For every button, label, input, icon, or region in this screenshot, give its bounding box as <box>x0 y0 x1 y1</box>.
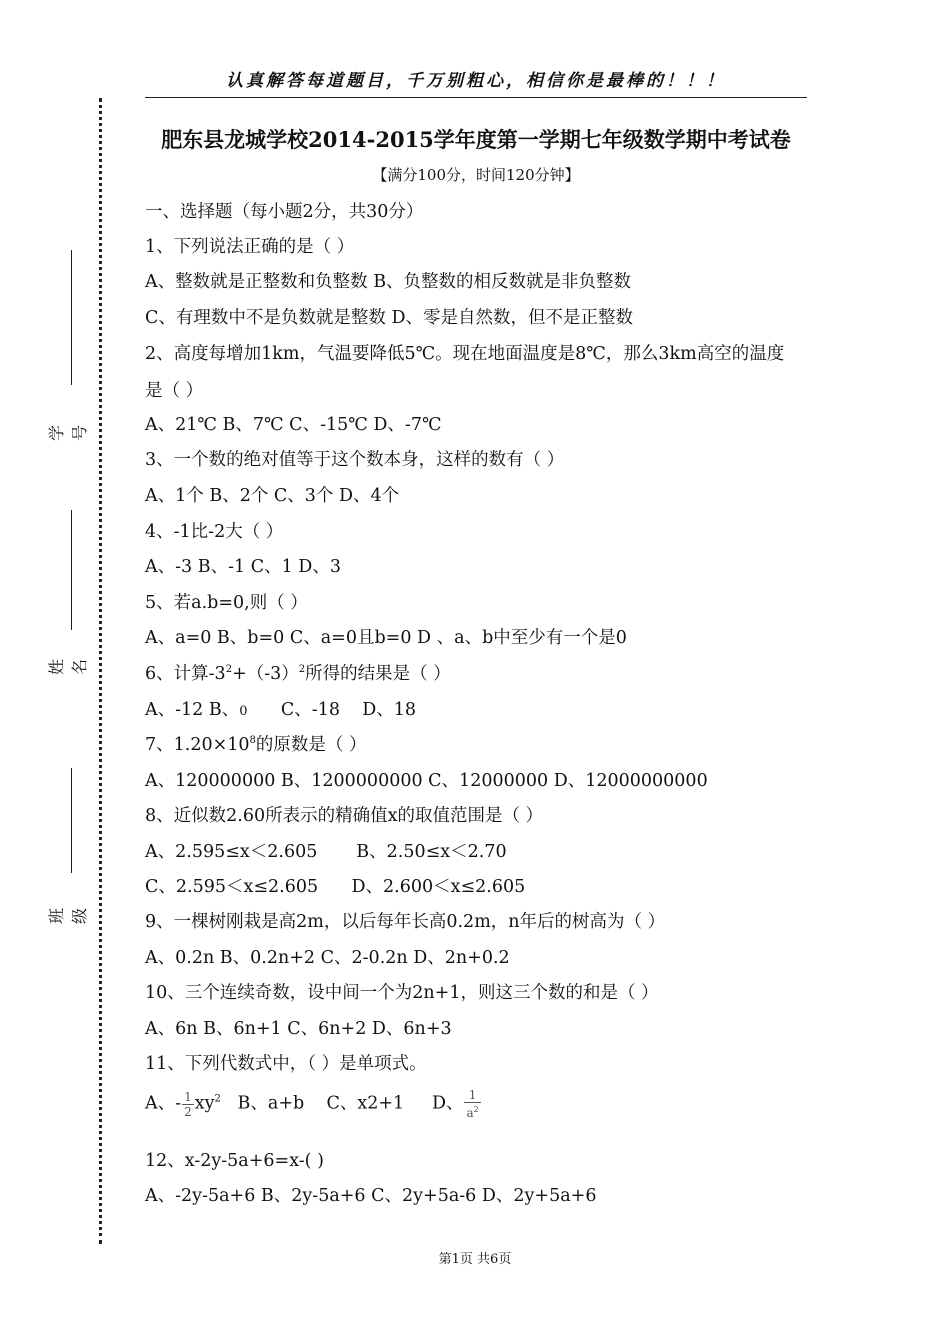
q5-stem: 5、若a.b=0,则（ ） <box>145 593 308 613</box>
student-no-label: 学号 <box>47 425 89 442</box>
class-field <box>47 768 89 925</box>
q1-options-ab: A、整数就是正整数和负整数 B、负整数的相反数就是非负整数 <box>145 272 632 292</box>
q2-stem: 2、高度每增加1km，气温要降低5℃。现在地面温度是8℃，那么3km高空的温度 <box>145 344 785 364</box>
q11-frac-a-num: 1 <box>184 1089 192 1104</box>
q11-fraction-d <box>464 1088 480 1120</box>
binding-dotted-line <box>99 98 102 1244</box>
q10-stem: 10、三个连续奇数，设中间一个为2n+1，则这三个数的和是（ ） <box>145 983 659 1003</box>
page-footer: 第1页 共6页 <box>438 1252 512 1267</box>
q11-options <box>145 1088 482 1120</box>
q10-options: A、6n B、6n+1 C、6n+2 D、6n+3 <box>145 1019 452 1039</box>
q8-stem: 8、近似数2.60所表示的精确值x的取值范围是（ ） <box>145 806 544 826</box>
exam-title: 肥东县龙城学校2014-2015学年度第一学期七年级数学期中考试卷 <box>161 127 791 152</box>
q12-options: A、-2y-5a+6 B、2y-5a+6 C、2y+5a-6 D、2y+5a+6 <box>145 1186 597 1206</box>
q7-exp: 8 <box>249 735 256 747</box>
q4-stem: 4、-1比-2大（ ） <box>145 522 284 542</box>
q2-options: A、21℃ B、7℃ C、-15℃ D、-7℃ <box>145 415 442 435</box>
class-blank[interactable] <box>71 768 72 873</box>
q6-stem <box>145 660 451 685</box>
q11-exp-a: 2 <box>214 1093 221 1105</box>
q7-options: A、120000000 B、1200000000 C、12000000 D、12000000000 <box>145 771 708 791</box>
q11-frac-a-den: 2 <box>184 1104 192 1119</box>
exam-subtitle: 【满分100分，时间120分钟】 <box>372 166 580 184</box>
q11-frac-d-exp: 2 <box>473 1105 479 1114</box>
q12-stem: 12、x-2y-5a+6=x-( ) <box>145 1151 324 1171</box>
header-rule <box>145 97 807 98</box>
q6-opt-c: C、-18 D、18 <box>247 700 417 720</box>
q6-stem-a: 6、计算-3 <box>145 664 226 684</box>
q6-options <box>145 696 416 721</box>
q6-stem-b: +（-3） <box>232 664 299 684</box>
q8-options-ab: A、2.595≤x＜2.605 B、2.50≤x＜2.70 <box>145 842 507 862</box>
q11-opt-bcd: B、a+b C、x2+1 D、 <box>220 1093 464 1114</box>
q7-stem-b: 的原数是（ ） <box>255 735 367 755</box>
q9-options: A、0.2n B、0.2n+2 C、2-0.2n D、2n+0.2 <box>145 948 510 968</box>
q11-opt-a-tail: xy <box>194 1093 215 1114</box>
q1-stem: 1、下列说法正确的是（ ） <box>145 237 355 257</box>
q4-options: A、-3 B、-1 C、1 D、3 <box>145 557 341 577</box>
q7-stem <box>145 731 366 756</box>
q11-opt-a: A、- <box>145 1093 182 1114</box>
q3-options: A、1个 B、2个 C、3个 D、4个 <box>145 486 400 506</box>
q9-stem: 9、一棵树刚栽是高2m，以后每年长高0.2m，n年后的树高为（ ） <box>145 912 666 932</box>
q11-frac-d-base: a <box>466 1106 474 1120</box>
header-slogan: 认真解答每道题目，千万别粗心，相信你是最棒的！！！ <box>226 71 726 91</box>
q6-opt-b-value: 0 <box>239 704 248 719</box>
q3-stem: 3、一个数的绝对值等于这个数本身，这样的数有（ ） <box>145 450 565 470</box>
q2-stem-cont: 是（ ） <box>145 381 204 401</box>
class-label: 班级 <box>47 908 89 925</box>
q1-options-cd: C、有理数中不是负数就是整数 D、零是自然数，但不是正整数 <box>145 308 633 328</box>
name-label: 姓名 <box>47 659 89 676</box>
q6-exp-1: 2 <box>225 664 233 676</box>
student-no-field <box>47 250 89 450</box>
q11-frac-d-num: 1 <box>464 1088 480 1103</box>
q11-frac-d-den <box>464 1103 480 1120</box>
q6-exp-2: 2 <box>298 664 306 676</box>
name-field <box>47 510 89 685</box>
q5-options: A、a=0 B、b=0 C、a=0且b=0 D 、a、b中至少有一个是0 <box>145 628 627 648</box>
student-no-blank[interactable] <box>71 250 72 385</box>
name-blank[interactable] <box>71 510 72 630</box>
q6-stem-c: 所得的结果是（ ） <box>305 664 451 684</box>
q11-fraction-half <box>182 1090 194 1119</box>
q6-opt-a: A、-12 B、 <box>145 700 240 720</box>
section-heading: 一、选择题（每小题2分，共30分） <box>145 202 424 222</box>
q8-options-cd: C、2.595＜x≤2.605 D、2.600＜x≤2.605 <box>145 877 526 897</box>
q11-stem: 11、下列代数式中，（ ）是单项式。 <box>145 1054 427 1074</box>
q7-stem-a: 7、1.20×10 <box>145 735 250 755</box>
